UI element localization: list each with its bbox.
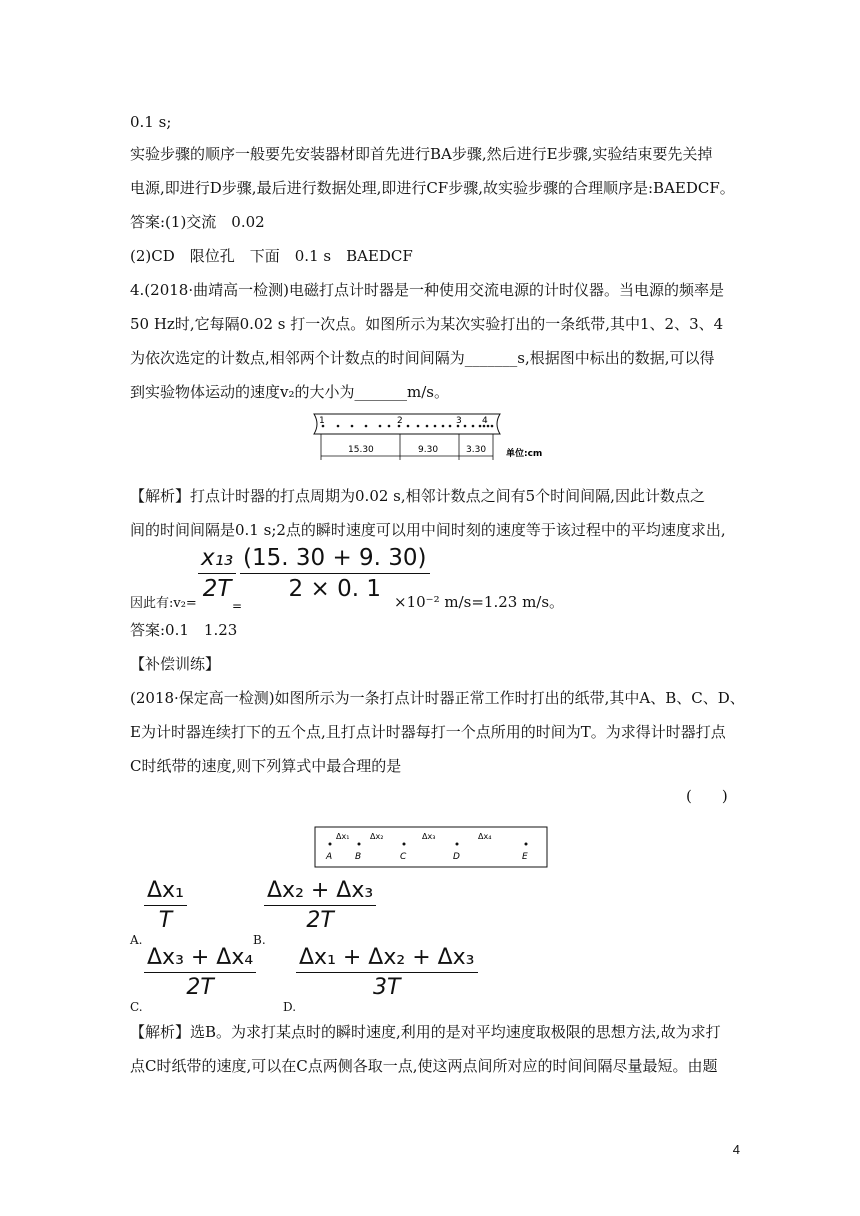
tape1-unit: 单位:cm [506,449,543,459]
tape2-point-B: B [355,852,362,862]
tape2-interval-4: Δx₄ [478,832,492,841]
option-c-num: Δx₃ + Δx₄ [144,945,256,973]
text-line: 实验步骤的顺序一般要先安装器材即首先进行BA步骤,然后进行E步骤,实验结束要先关掉 [130,145,713,163]
analysis-line: 【解析】选B。为求打某点时的瞬时速度,利用的是对平均速度取极限的思想方法,故为求打 [130,1023,721,1041]
page-number: 4 [732,1142,740,1157]
option-a-formula [144,878,187,933]
analysis-line: 【解析】打点计时器的打点周期为0.02 s,相邻计数点之间有5个时间间隔,因此计数点之 [130,487,705,505]
option-d-formula [296,945,478,1000]
question-line: 到实验物体运动的速度v₂的大小为_______m/s。 [130,383,449,401]
question-line: 50 Hz时,它每隔0.02 s 打一次点。如图所示为某次实验打出的一条纸带,其中1、2、3、4 [130,315,724,333]
tape1-label-4: 4 [482,416,488,426]
formula-num: x₁₃ [198,545,236,574]
tape1-dim-2: 9.30 [418,445,439,455]
option-d-letter: D. [283,1000,297,1014]
option-a-den: T [158,908,173,933]
formula-fraction-x13 [198,545,236,602]
analysis-line: 点C时纸带的速度,可以在C点两侧各取一点,使这两点间所对应的时间间隔尽量最短。由题 [130,1057,718,1075]
tape2-point-A: A [326,852,333,862]
question-line: 为依次选定的计数点,相邻两个计数点的时间间隔为_______s,根据图中标出的数据,可以得 [130,349,715,367]
option-b-formula [264,878,376,933]
question-line: E为计时器连续打下的五个点,且打点计时器每打一个点所用的时间为T。为求得计时器打点 [130,723,726,741]
text-line: 电源,即进行D步骤,最后进行数据处理,即进行CF步骤,故实验步骤的合理顺序是:BAEDCF。 [130,179,735,197]
question-line: 4.(2018·曲靖高一检测)电磁打点计时器是一种使用交流电源的计时仪器。当电源的频率是 [130,281,724,299]
tape2-interval-1: Δx₁ [336,832,350,841]
tape2-point-E: E [522,852,528,862]
answer-line: 答案:(1)交流 0.02 [130,213,265,231]
formula-den: 2 × 0. 1 [288,576,381,602]
option-b-num: Δx₂ + Δx₃ [264,878,376,906]
tape2-interval-2: Δx₂ [370,832,384,841]
option-c-formula [144,945,256,1000]
tape1-label-2: 2 [397,416,403,426]
option-d-num: Δx₁ + Δx₂ + Δx₃ [296,945,478,973]
paper-tape-diagram-1 [308,410,568,474]
option-c-den: 2T [186,975,214,1000]
tape2-point-D: D [453,852,460,862]
tape1-label-3: 3 [456,416,462,426]
answer-bracket: ( ) [686,787,728,805]
tape2-point-C: C [400,852,407,862]
section-heading: 【补偿训练】 [130,655,221,673]
formula-equals: = [232,599,243,613]
formula-result: ×10⁻² m/s=1.23 m/s。 [394,593,565,611]
formula-prefix: 因此有:v₂= [130,596,197,611]
option-b-letter: B. [253,933,266,947]
question-line: C时纸带的速度,则下列算式中最合理的是 [130,757,402,775]
option-d-den: 3T [373,975,401,1000]
tape2-interval-3: Δx₃ [422,832,436,841]
analysis-line: 间的时间间隔是0.1 s;2点的瞬时速度可以用中间时刻的速度等于该过程中的平均速度求出, [130,521,726,539]
tape1-dim-1: 15.30 [348,445,374,455]
option-a-letter: A. [130,933,143,947]
tape1-label-1: 1 [319,416,325,426]
tape1-dim-3: 3.30 [466,445,487,455]
option-a-num: Δx₁ [144,878,187,906]
question-line: (2018·保定高一检测)如图所示为一条打点计时器正常工作时打出的纸带,其中A、B、C、D、 [130,689,745,707]
formula-den: 2T [202,576,232,602]
answer-line: (2)CD 限位孔 下面 0.1 s BAEDCF [130,247,413,265]
answer-line: 答案:0.1 1.23 [130,621,238,639]
option-b-den: 2T [306,908,334,933]
text-line: 0.1 s; [130,113,172,131]
formula-num: (15. 30 + 9. 30) [240,545,430,574]
option-c-letter: C. [130,1000,143,1014]
paper-tape-diagram-2 [314,826,550,870]
